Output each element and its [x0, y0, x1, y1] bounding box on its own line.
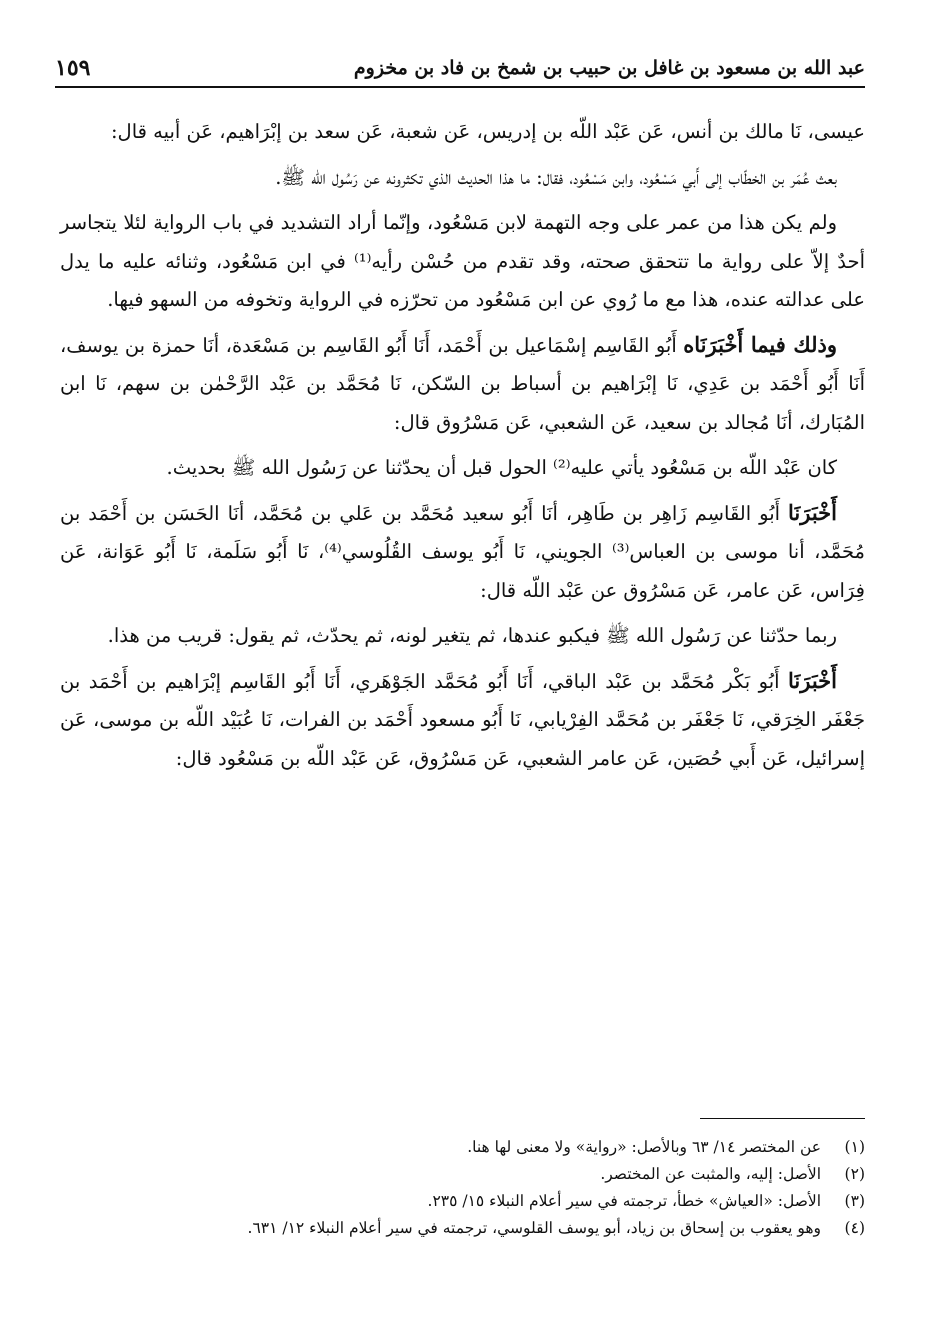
paragraph — [60, 494, 865, 611]
paragraph-text: ولم يكن هذا من عمر على وجه التهمة لابن مَسْعُود، وإنّما أراد التشديد في باب الرواية لئلا يتجاسر أحدٌ إلاّ على رواية ما تتحقق صحته، وقد تقدم من حُسْن رأيه⁽¹⁾ في ابن مَسْعُود، وثنائه عليه ما يدل على عدالته عنده، هذا مع ما رُوي عن ابن مَسْعُود من تحرّزه في الرواية وتخوفه من السهو فيها. — [60, 211, 865, 311]
paragraph-text: أَبُو القَاسِم إسْمَاعيل بن أَحْمَد، أَنَا أَبُو القَاسِم بن مَسْعَدة، أنَا حمزة بن يوسف، أَنَا أَبُو أَحْمَد بن عَدِي، نَا إبْرَاهيم بن أسباط بن السّكن، نَا مُحَمَّد بن عَبْد الرَّحْمٰن بن سهم، نَا ابن المُبَارك، أنَا مُجالد بن سعيد، عَن الشعبي، عَن مَسْرُوق قال: — [60, 333, 865, 434]
paragraph — [60, 112, 865, 152]
running-title: عبد الله بن مسعود بن غافل بن حبيب بن شمخ بن فاد بن مخزوم — [353, 57, 865, 79]
page-number: ١٥٩ — [55, 55, 91, 81]
footnote — [60, 1215, 865, 1242]
footnote-text: عن المختصر ١٤/ ٦٣ وبالأصل: «رواية» ولا معنى لها هنا. — [467, 1138, 821, 1156]
footnote-text: الأصل: إليه، والمثبت عن المختصر. — [600, 1165, 821, 1183]
footnote — [60, 1188, 865, 1215]
paragraph-text: ربما حدّثنا عن رَسُول الله ﷺ فيكبو عندها، ثم يتغير لونه، ثم يحدّث، ثم يقول: قريب من هذا. — [107, 624, 837, 647]
paragraph-text: كان عَبْد اللّه بن مَسْعُود يأتي عليه⁽²⁾ الحول قبل أن يحدّثنا عن رَسُول الله ﷺ بحديث. — [166, 456, 837, 479]
paragraph-lead: أَخْبَرَنَا — [788, 667, 837, 693]
footnote-text: الأصل: «العياش» خطأ، ترجمته في سير أعلام النبلاء ١٥/ ٢٣٥. — [427, 1192, 821, 1210]
footnote-text: وهو يعقوب بن إسحاق بن زياد، أبو يوسف القلوسي، ترجمته في سير أعلام النبلاء ١٢/ ٦٣١. — [247, 1219, 821, 1237]
paragraph-lead: وذلك فيما أَخْبَرَنَاه — [683, 331, 837, 357]
paragraph — [60, 203, 865, 320]
paragraph — [60, 616, 865, 656]
paragraph — [60, 326, 865, 443]
paragraph — [60, 662, 865, 779]
main-text — [60, 112, 865, 784]
footnote-number: (٣) — [844, 1192, 865, 1210]
footnote — [60, 1134, 865, 1161]
paragraph-text: عيسى، نَا مالك بن أنس، عَن عَبْد اللّه بن إدريس، عَن شعبة، عَن سعد بن إبْرَاهيم، عَن أبيه قال: — [110, 120, 865, 143]
footnote-number: (٢) — [844, 1165, 865, 1183]
running-header — [55, 50, 865, 86]
footnotes — [60, 1134, 865, 1242]
footnote — [60, 1161, 865, 1188]
footnote-rule — [700, 1118, 865, 1119]
footnote-number: (١) — [844, 1138, 865, 1156]
paragraph — [60, 158, 865, 198]
paragraph-text: أَبُو القَاسِم زَاهِر بن طَاهِر، أنَا أَبُو سعيد مُحَمَّد بن عَلي بن مُحَمَّد، أنَا الحَسَن بن أَحْمَد بن مُحَمَّد، أنا موسى بن العباس⁽³⁾ الجويني، نَا أَبُو يوسف القُلُوسي⁽⁴⁾، نَا أَبُو سَلَمة، نَا أَبُو عَوَانة، عَن فِرَاس، عَن عامر، عَن مَسْرُوق عن عَبْد اللّه قال: — [60, 501, 865, 602]
paragraph-text: بعث عُمَر بن الخطّاب إلى أَبي مَسْعُود، وابن مَسْعُود، فقال: ما هذا الحديث الذي تكثرونه عن رَسُول الله ﷺ. — [275, 165, 837, 189]
header-rule — [55, 86, 865, 88]
footnote-number: (٤) — [844, 1219, 865, 1237]
paragraph — [60, 448, 865, 488]
paragraph-text: أَبُو بَكْر مُحَمَّد بن عَبْد الباقي، أَنَا أَبُو مُحَمَّد الجَوْهَري، أَنَا أَبُو القَاسِم إبْرَاهيم بن أَحْمَد بن جَعْفَر الخِرَقي، نَا جَعْفَر بن مُحَمَّد الفِرْيابي، نَا أَبُو مسعود أَحْمَد بن الفرات، نَا عُبَيْد اللّه بن موسى، عَن إسرائيل، عَن أَبي حُصَين، عَن عامر الشعبي، عَن مَسْرُوق، عَن عَبْد اللّه بن مَسْعُود قال: — [60, 669, 865, 770]
paragraph-lead: أَخْبَرَنَا — [788, 499, 837, 525]
